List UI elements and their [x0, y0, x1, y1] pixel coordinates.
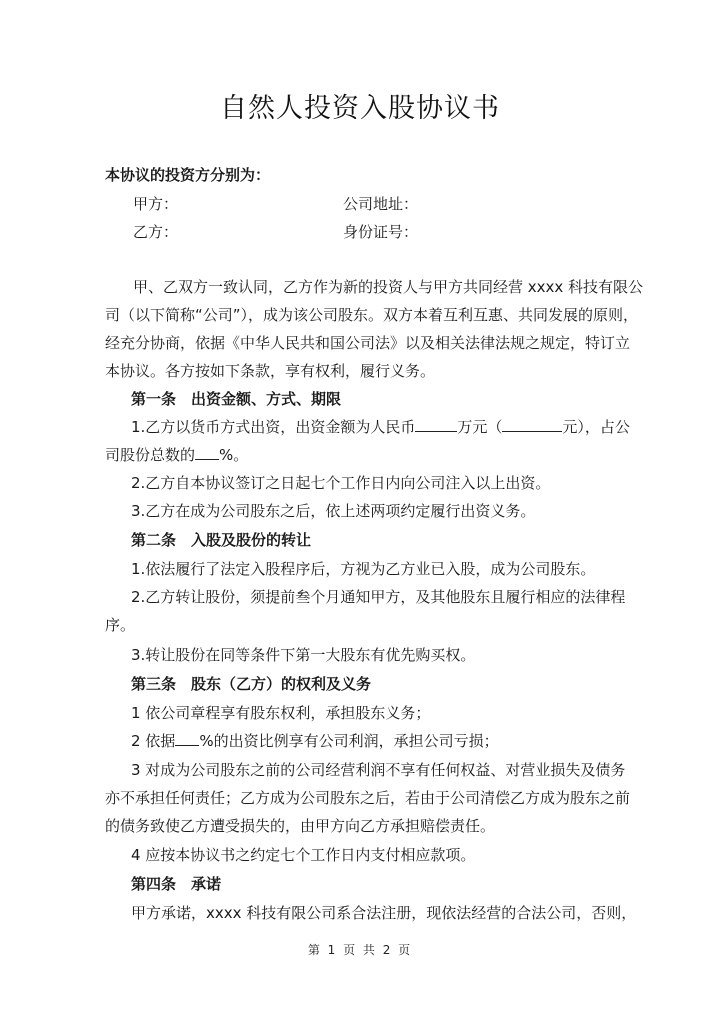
article-3-heading: 第三条 股东（乙方）的权利及义务: [131, 675, 372, 693]
page-footer: 第 1 页 共 2 页: [307, 943, 413, 957]
party-a-label: 甲方：: [133, 195, 179, 213]
article-1-item-1: [131, 417, 630, 437]
article-2-heading: 第二条 入股及股份的转让: [131, 531, 312, 549]
article-1-item-1-text: 万元（: [457, 418, 503, 436]
company-address-label: 公司地址：: [343, 195, 419, 213]
party-b-label: 乙方：: [133, 223, 179, 241]
profit-percent-blank: [175, 731, 199, 746]
article-1-item-1-cont: [105, 445, 248, 465]
article-4-item-1: 甲方承诺，xxxx 科技有限公司系合法注册，现依法经营的合法公司，否则，: [131, 904, 637, 922]
amount-wan-blank: [415, 417, 457, 432]
article-1-item-3: 3.乙方在成为公司股东之后，依上述两项约定履行出资义务。: [131, 502, 536, 520]
article-1-item-2: 2.乙方自本协议签订之日起七个工作日内向公司注入以上出资。: [131, 474, 551, 492]
parties-heading: 本协议的投资方分别为：: [105, 166, 271, 184]
article-3-item-3: 3 对成为公司股东之前的公司经营利润不享有任何权益、对营业损失及债务: [131, 761, 626, 779]
article-3-item-3-cont: 亦不承担任何责任；乙方成为公司股东之后，若由于公司清偿乙方成为股东之前: [105, 789, 631, 807]
article-3-item-4: 4 应按本协议书之约定七个工作日内支付相应款项。: [131, 846, 476, 864]
article-2-item-2: 2.乙方转让股份，须提前叁个月通知甲方，及其他股东且履行相应的法律程: [131, 588, 626, 606]
id-number-label: 身份证号：: [343, 223, 419, 241]
intro-line: 经充分协商，依据《中华人民共和国公司法》以及相关法律法规之规定，特订立: [105, 334, 631, 352]
intro-line: 本协议。各方按如下条款，享有权利，履行义务。: [105, 362, 436, 380]
article-2-item-1: 1.依法履行了法定入股程序后，方视为乙方业已入股，成为公司股东。: [131, 560, 596, 578]
article-2-item-2-cont: 序。: [105, 616, 136, 634]
amount-yuan-blank: [502, 417, 562, 432]
intro-line: 甲、乙双方一致认同，乙方作为新的投资人与甲方共同经营 xxxx 科技有限公: [133, 278, 644, 296]
document-title: 自然人投资入股协议书: [220, 93, 500, 124]
article-1-item-1-text: %。: [219, 446, 249, 464]
article-4-heading: 第四条 承诺: [131, 875, 222, 893]
article-3-item-2-text: 2 依据: [131, 732, 176, 750]
article-1-item-1-text: 司股份总数的: [105, 446, 196, 464]
share-percent-blank: [195, 445, 219, 460]
article-2-item-3: 3.转让股份在同等条件下第一大股东有优先购买权。: [131, 646, 476, 664]
article-1-item-1-text: 元），占公: [562, 418, 630, 436]
article-3-item-1: 1 依公司章程享有股东权利，承担股东义务；: [131, 704, 431, 722]
article-3-item-3-cont: 的债务致使乙方遭受损失的，由甲方向乙方承担赔偿责任。: [105, 817, 496, 835]
article-3-item-2: [131, 731, 499, 751]
intro-line: 司（以下简称“公司”），成为该公司股东。双方本着互利互惠、共同发展的原则，: [105, 306, 639, 324]
article-1-heading: 第一条 出资金额、方式、期限: [131, 390, 342, 408]
article-1-item-1-text: 1.乙方以货币方式出资，出资金额为人民币: [131, 418, 416, 436]
article-3-item-2-text: %的出资比例享有公司利润，承担公司亏损；: [199, 732, 499, 750]
